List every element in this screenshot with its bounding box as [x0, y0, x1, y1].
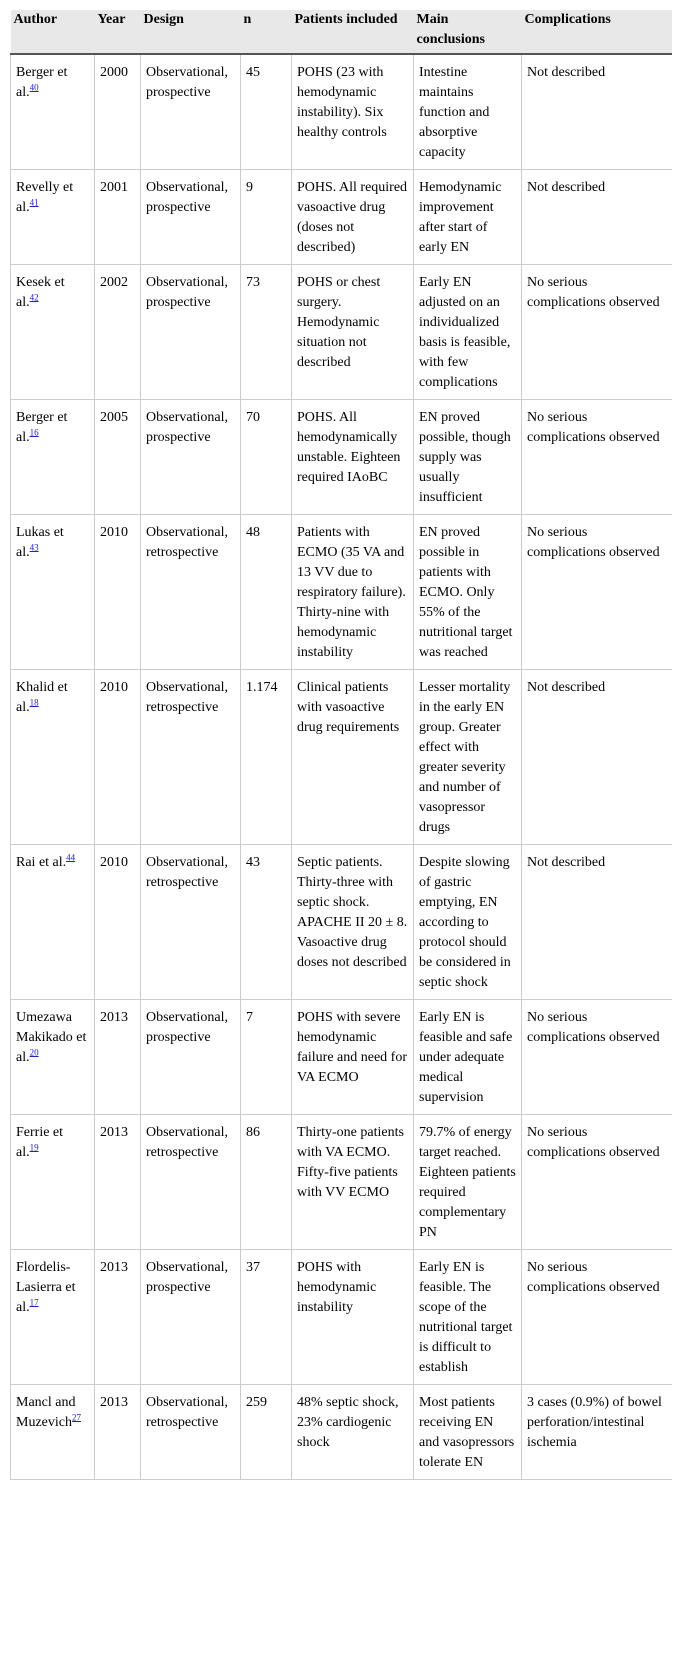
cell-design: Observational, prospective — [141, 265, 241, 400]
header-n: n — [241, 10, 292, 54]
cell-main-conclusions: Hemodynamic improvement after start of early EN — [414, 170, 522, 265]
author-name: Mancl and Muzevich — [16, 1395, 76, 1430]
author-name: Lukas et al. — [16, 525, 64, 560]
cell-design: Observational, retrospective — [141, 845, 241, 1000]
cell-design: Observational, retrospective — [141, 670, 241, 845]
cell-year: 2010 — [95, 515, 141, 670]
author-name: Umezawa Makikado et al. — [16, 1010, 87, 1065]
table-row — [11, 845, 673, 1000]
cell-patients-included: POHS with severe hemodynamic failure and need for VA ECMO — [292, 1000, 414, 1115]
cell-main-conclusions: Lesser mortality in the early EN group. Greater effect with greater severity and number of vasopressor drugs — [414, 670, 522, 845]
author-name: Berger et al. — [16, 65, 68, 100]
cell-year: 2005 — [95, 400, 141, 515]
header-row — [11, 10, 673, 54]
cell-main-conclusions: 79.7% of energy target reached. Eighteen patients required complementary PN — [414, 1115, 522, 1250]
cell-design: Observational, prospective — [141, 400, 241, 515]
table-row — [11, 1000, 673, 1115]
cell-year: 2013 — [95, 1250, 141, 1385]
cell-author — [11, 400, 95, 515]
cell-patients-included: Clinical patients with vasoactive drug requirements — [292, 670, 414, 845]
cell-author — [11, 515, 95, 670]
author-name: Rai et al. — [16, 855, 67, 870]
cell-complications: No serious complications observed — [522, 515, 673, 670]
reference-superscript — [30, 82, 39, 92]
cell-complications: Not described — [522, 170, 673, 265]
cell-design: Observational, retrospective — [141, 1115, 241, 1250]
cell-patients-included: Thirty-one patients with VA ECMO. Fifty-five patients with VV ECMO — [292, 1115, 414, 1250]
cell-main-conclusions: Early EN adjusted on an individualized basis is feasible, with few complications — [414, 265, 522, 400]
cell-complications: Not described — [522, 845, 673, 1000]
cell-author — [11, 1385, 95, 1480]
cell-author — [11, 1000, 95, 1115]
header-complications: Complications — [522, 10, 673, 54]
cell-n: 1.174 — [241, 670, 292, 845]
author-name: Ferrie et al. — [16, 1125, 64, 1160]
cell-patients-included: POHS (23 with hemodynamic instability). Six healthy controls — [292, 54, 414, 170]
reference-link[interactable]: 41 — [29, 197, 39, 208]
reference-superscript — [30, 1297, 39, 1307]
reference-link[interactable]: 19 — [29, 1142, 39, 1153]
reference-superscript — [30, 292, 39, 302]
reference-superscript — [30, 1142, 39, 1152]
table-row — [11, 1385, 673, 1480]
cell-main-conclusions: Early EN is feasible. The scope of the nutritional target is difficult to establish — [414, 1250, 522, 1385]
author-name: Flordelis-Lasierra et al. — [16, 1260, 76, 1315]
cell-main-conclusions: Intestine maintains function and absorptive capacity — [414, 54, 522, 170]
header-design: Design — [141, 10, 241, 54]
cell-n: 7 — [241, 1000, 292, 1115]
cell-complications: No serious complications observed — [522, 1250, 673, 1385]
cell-design: Observational, prospective — [141, 1000, 241, 1115]
cell-patients-included: POHS. All required vasoactive drug (doses not described) — [292, 170, 414, 265]
cell-design: Observational, retrospective — [141, 515, 241, 670]
cell-design: Observational, retrospective — [141, 1385, 241, 1480]
cell-year: 2013 — [95, 1115, 141, 1250]
reference-superscript — [72, 1412, 81, 1422]
author-name: Berger et al. — [16, 410, 68, 445]
cell-main-conclusions: EN proved possible, though supply was usually insufficient — [414, 400, 522, 515]
reference-link[interactable]: 18 — [29, 697, 39, 708]
reference-link[interactable]: 27 — [71, 1412, 81, 1423]
header-main-conclusions: Main conclusions — [414, 10, 522, 54]
reference-link[interactable]: 42 — [29, 292, 39, 303]
cell-n: 70 — [241, 400, 292, 515]
table-body — [11, 54, 673, 1480]
cell-design: Observational, prospective — [141, 170, 241, 265]
cell-complications: 3 cases (0.9%) of bowel perforation/intestinal ischemia — [522, 1385, 673, 1480]
table-row — [11, 54, 673, 170]
cell-complications: No serious complications observed — [522, 400, 673, 515]
cell-patients-included: POHS with hemodynamic instability — [292, 1250, 414, 1385]
author-name: Khalid et al. — [16, 680, 68, 715]
table-row — [11, 400, 673, 515]
author-name: Kesek et al. — [16, 275, 65, 310]
reference-link[interactable]: 43 — [29, 542, 39, 553]
reference-superscript — [30, 697, 39, 707]
table-container — [10, 10, 672, 1646]
header-patients-included: Patients included — [292, 10, 414, 54]
cell-year: 2010 — [95, 845, 141, 1000]
cell-complications: Not described — [522, 670, 673, 845]
cell-main-conclusions: EN proved possible in patients with ECMO. Only 55% of the nutritional target was reached — [414, 515, 522, 670]
cell-n: 45 — [241, 54, 292, 170]
cell-design: Observational, prospective — [141, 1250, 241, 1385]
reference-superscript — [66, 852, 75, 862]
cell-n: 43 — [241, 845, 292, 1000]
reference-superscript — [30, 427, 39, 437]
author-name: Revelly et al. — [16, 180, 74, 215]
cell-patients-included: 48% septic shock, 23% cardiogenic shock — [292, 1385, 414, 1480]
reference-link[interactable]: 20 — [29, 1047, 39, 1058]
cell-year: 2010 — [95, 670, 141, 845]
cell-year: 2000 — [95, 54, 141, 170]
reference-link[interactable]: 44 — [66, 852, 76, 863]
reference-link[interactable]: 17 — [29, 1297, 39, 1308]
cell-author — [11, 1250, 95, 1385]
table-row — [11, 1250, 673, 1385]
table-row — [11, 170, 673, 265]
reference-superscript — [30, 1047, 39, 1057]
cell-author — [11, 170, 95, 265]
cell-n: 259 — [241, 1385, 292, 1480]
cell-main-conclusions: Despite slowing of gastric emptying, EN according to protocol should be considered in septic shock — [414, 845, 522, 1000]
cell-year: 2013 — [95, 1385, 141, 1480]
reference-link[interactable]: 40 — [29, 82, 39, 93]
table-row — [11, 670, 673, 845]
cell-author — [11, 845, 95, 1000]
cell-main-conclusions: Early EN is feasible and safe under adequate medical supervision — [414, 1000, 522, 1115]
cell-complications: No serious complications observed — [522, 265, 673, 400]
cell-author — [11, 54, 95, 170]
cell-year: 2013 — [95, 1000, 141, 1115]
cell-n: 73 — [241, 265, 292, 400]
reference-superscript — [30, 542, 39, 552]
table-row — [11, 265, 673, 400]
cell-author — [11, 1115, 95, 1250]
table-row — [11, 1115, 673, 1250]
reference-superscript — [30, 197, 39, 207]
cell-patients-included: POHS or chest surgery. Hemodynamic situation not described — [292, 265, 414, 400]
cell-author — [11, 265, 95, 400]
cell-year: 2002 — [95, 265, 141, 400]
table-row — [11, 515, 673, 670]
cell-year: 2001 — [95, 170, 141, 265]
table-header — [11, 10, 673, 54]
cell-patients-included: POHS. All hemodynamically unstable. Eighteen required IAoBC — [292, 400, 414, 515]
reference-link[interactable]: 16 — [29, 427, 39, 438]
header-author: Author — [11, 10, 95, 54]
cell-design: Observational, prospective — [141, 54, 241, 170]
cell-complications: Not described — [522, 54, 673, 170]
cell-complications: No serious complications observed — [522, 1115, 673, 1250]
cell-n: 37 — [241, 1250, 292, 1385]
cell-patients-included: Septic patients. Thirty-three with septic shock. APACHE II 20 ± 8. Vasoactive drug doses not described — [292, 845, 414, 1000]
cell-main-conclusions: Most patients receiving EN and vasopressors tolerate EN — [414, 1385, 522, 1480]
cell-complications: No serious complications observed — [522, 1000, 673, 1115]
studies-table — [10, 10, 672, 1480]
cell-n: 86 — [241, 1115, 292, 1250]
cell-author — [11, 670, 95, 845]
cell-n: 48 — [241, 515, 292, 670]
header-year: Year — [95, 10, 141, 54]
cell-patients-included: Patients with ECMO (35 VA and 13 VV due to respiratory failure). Thirty-nine with hemodynamic instability — [292, 515, 414, 670]
cell-n: 9 — [241, 170, 292, 265]
